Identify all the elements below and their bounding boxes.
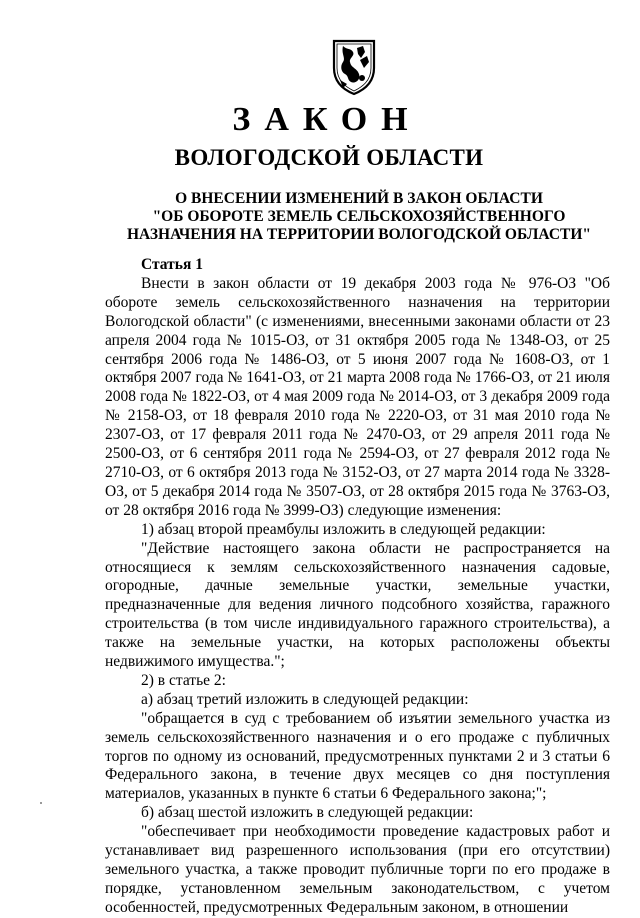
amendment-item-2: 2) в статье 2:	[141, 671, 226, 689]
article-title: Статья 1	[141, 256, 203, 273]
amendment-item-1: 1) абзац второй преамбулы изложить в следующей редакции:	[141, 520, 546, 538]
amendment-item-2a: а) абзац третий изложить в следующей редакции:	[141, 690, 469, 708]
margin-mark	[40, 802, 42, 804]
amendment-item-2b: б) абзац шестой изложить в следующей редакции:	[141, 804, 474, 822]
amendment-item-1-quote: "Действие настоящего закона области не распространяется на относящиеся к землям сельскохозяйственного назначения садовые, огородные, дачные земельные участки, земельные участки, предназначенные для ведения личного подсобного хозяйства, гаражного строительства (в том числе индивидуального гаражного строительства), а также на земельные участки, на которых расположены объекты недвижимого имущества.";	[105, 539, 610, 671]
amendment-item-2a-quote: "обращается в суд с требованием об изъятии земельного участка из земель сельскохозяйственного назначения и о его продаже с публичных торгов по одному из оснований, предусмотренных пунктами 2 и 3 статьи 6 Федерального закона, в течение двух месяцев со дня поступления материалов, указанных в пункте 6 статьи 6 Федерального закона;";	[105, 709, 610, 803]
article-intro-paragraph: Внести в закон области от 19 декабря 2003 года № 976-ОЗ "Об обороте земель сельскохозяйственного назначения на территории Вологодской области" (с изменениями, внесенными законами области от 23 апреля 2004 года № 1015-ОЗ, от 31 октября 2005 года № 1348-ОЗ, от 25 сентября 2006 года № 1486-ОЗ, от 5 июня 2007 года № 1608-ОЗ, от 1 октября 2007 года № 1641-ОЗ, от 21 марта 2008 года № 1766-ОЗ, от 21 июля 2008 года № 1822-ОЗ, от 4 мая 2009 года № 2014-ОЗ, от 3 декабря 2009 года № 2158-ОЗ, от 18 февраля 2010 года № 2220-ОЗ, от 31 мая 2010 года № 2307-ОЗ, от 17 февраля 2011 года № 2470-ОЗ, от 29 апреля 2011 года № 2500-ОЗ, от 6 сентября 2011 года № 2594-ОЗ, от 27 февраля 2012 года № 2710-ОЗ, от 6 октября 2013 года № 3152-ОЗ, от 27 марта 2014 года № 3328-ОЗ, от 5 декабря 2014 года № 3507-ОЗ, от 28 октября 2015 года № 3763-ОЗ, от 28 октября 2016 года № 3999-ОЗ) следующие изменения:	[105, 274, 610, 519]
law-subtitle: ВОЛОГОДСКОЙ ОБЛАСТИ	[174, 145, 484, 170]
heading-line: О ВНЕСЕНИИ ИЗМЕНЕНИЙ В ЗАКОН ОБЛАСТИ	[175, 190, 543, 207]
heading-line: "ОБ ОБОРОТЕ ЗЕМЕЛЬ СЕЛЬСКОХОЗЯЙСТВЕННОГО	[152, 208, 566, 225]
document-heading	[120, 190, 598, 244]
coat-of-arms-emblem	[331, 38, 377, 96]
law-title: ЗАКОН	[232, 101, 422, 138]
heading-line: НАЗНАЧЕНИЯ НА ТЕРРИТОРИИ ВОЛОГОДСКОЙ ОБЛАСТИ"	[126, 226, 592, 243]
amendment-item-2b-quote: "обеспечивает при необходимости проведение кадастровых работ и устанавливает вид разрешенного использования (при его отсутствии) земельного участка, а также проводит публичные торги по его продаже в порядке, установленном земельным законодательством, с учетом особенностей, предусмотренных Федеральным законом, в отношении	[105, 823, 610, 916]
document-body	[105, 256, 610, 918]
